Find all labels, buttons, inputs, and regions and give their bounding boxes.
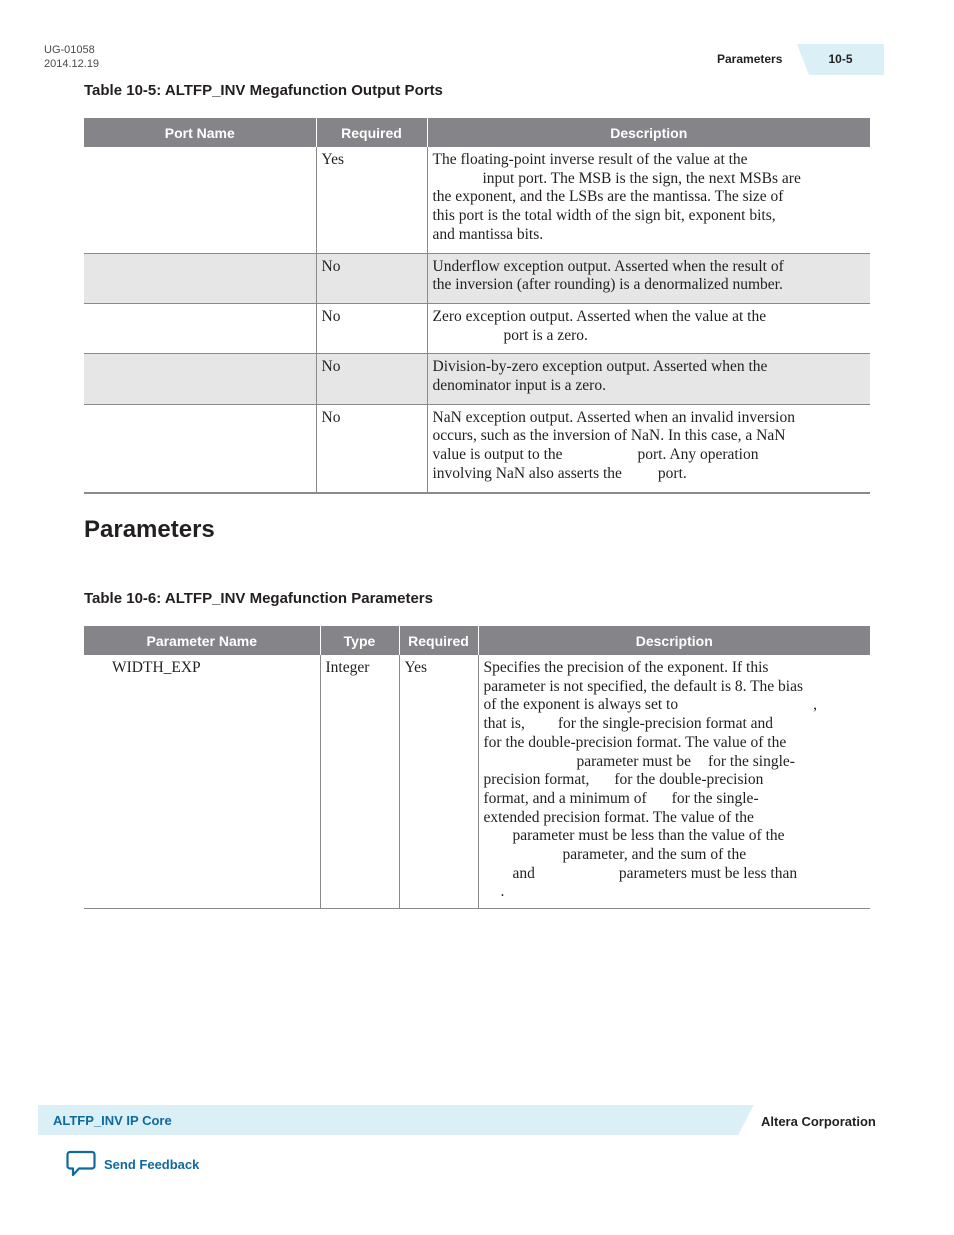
document-id [44, 43, 99, 71]
description-line: occurs, such as the inversion of NaN. In this case, a NaN [432, 427, 786, 445]
send-feedback-link[interactable] [66, 1150, 199, 1178]
description-line: parameter must be for the single- [576, 752, 795, 770]
speech-bubble-icon [66, 1150, 96, 1178]
description-line: extended precision format. The value of the [483, 808, 754, 826]
description-cell [427, 147, 870, 253]
ports-table-caption: Table 10-5: ALTFP_INV Megafunction Output Ports [84, 82, 443, 99]
description-line: Division-by-zero exception output. Asserted when the [432, 358, 768, 376]
description-line: of the exponent is always set to , [483, 696, 817, 714]
page-number: 10-5 [828, 52, 853, 66]
send-feedback-label[interactable]: Send Feedback [104, 1156, 200, 1172]
description-line: Underflow exception output. Asserted when the result of [432, 257, 784, 275]
description-line: format, and a minimum of for the single- [483, 789, 759, 807]
description-line: precision format, for the double-precision [483, 771, 764, 789]
table-row [84, 303, 870, 353]
page-number-tab [797, 44, 884, 75]
description-line: input port. The MSB is the sign, the next MSBs are [482, 169, 801, 187]
description-line: the exponent, and the LSBs are the mantissa. The size of [432, 188, 784, 206]
table-row [84, 655, 870, 909]
parameters-table [84, 626, 870, 909]
description-line: the inversion (after rounding) is a denormalized number. [432, 276, 783, 294]
description-line: denominator input is a zero. [432, 377, 606, 395]
description-line: parameter, and the sum of the [562, 846, 747, 864]
description-cell [427, 253, 870, 303]
description-line: . [500, 883, 505, 901]
footer-document-title[interactable]: ALTFP_INV IP Core [53, 1113, 172, 1128]
description-line: Zero exception output. Asserted when the value at the [432, 307, 767, 325]
description-line: and parameters must be less than [512, 864, 798, 882]
type-cell: Integer [320, 655, 399, 909]
table-row [84, 404, 870, 492]
required-cell: Yes [316, 147, 427, 253]
column-header-type: Type [320, 626, 399, 655]
description-line: The floating-point inverse result of the value at the [432, 151, 748, 168]
parameter-name-cell: WIDTH_EXP [84, 655, 320, 909]
port-name-cell [84, 147, 316, 253]
column-header-port-name: Port Name [84, 118, 316, 147]
doc-date: 2014.12.19 [44, 58, 100, 70]
column-header-required: Required [399, 626, 478, 655]
table-row [84, 253, 870, 303]
description-cell [427, 404, 870, 492]
required-cell: No [316, 404, 427, 492]
description-line: Specifies the precision of the exponent. If this [483, 659, 769, 676]
description-cell [427, 303, 870, 353]
column-header-parameter-name: Parameter Name [84, 626, 320, 655]
description-line: that is, for the single-precision format and [483, 715, 774, 733]
required-cell: Yes [399, 655, 478, 909]
table-row [84, 354, 870, 404]
footer-company: Altera Corporation [761, 1114, 876, 1129]
description-line: parameter must be less than the value of the [512, 827, 785, 845]
table-row [84, 147, 870, 253]
port-name-cell [84, 253, 316, 303]
description-line: for the double-precision format. The value of the [483, 733, 787, 751]
column-header-description: Description [427, 118, 870, 147]
required-cell: No [316, 253, 427, 303]
column-header-required: Required [316, 118, 427, 147]
required-cell: No [316, 354, 427, 404]
output-ports-table [84, 118, 870, 494]
description-line: port is a zero. [503, 326, 588, 344]
port-name-cell [84, 354, 316, 404]
description-cell [478, 655, 870, 909]
description-line: parameter is not specified, the default is 8. The bias [483, 677, 804, 695]
description-line: NaN exception output. Asserted when an invalid inversion [432, 408, 795, 426]
port-name-cell [84, 303, 316, 353]
column-header-description: Description [478, 626, 870, 655]
description-cell [427, 354, 870, 404]
description-line: this port is the total width of the sign bit, exponent bits, [432, 207, 776, 225]
description-line: involving NaN also asserts the port. [432, 464, 687, 482]
params-table-caption: Table 10-6: ALTFP_INV Megafunction Parameters [84, 590, 433, 607]
section-heading: Parameters [84, 516, 215, 543]
doc-number: UG-01058 [44, 44, 95, 56]
header-section-title: Parameters [717, 52, 783, 66]
port-name-cell [84, 404, 316, 492]
description-line: and mantissa bits. [432, 225, 544, 243]
required-cell: No [316, 303, 427, 353]
description-line: value is output to the port. Any operation [432, 446, 759, 464]
